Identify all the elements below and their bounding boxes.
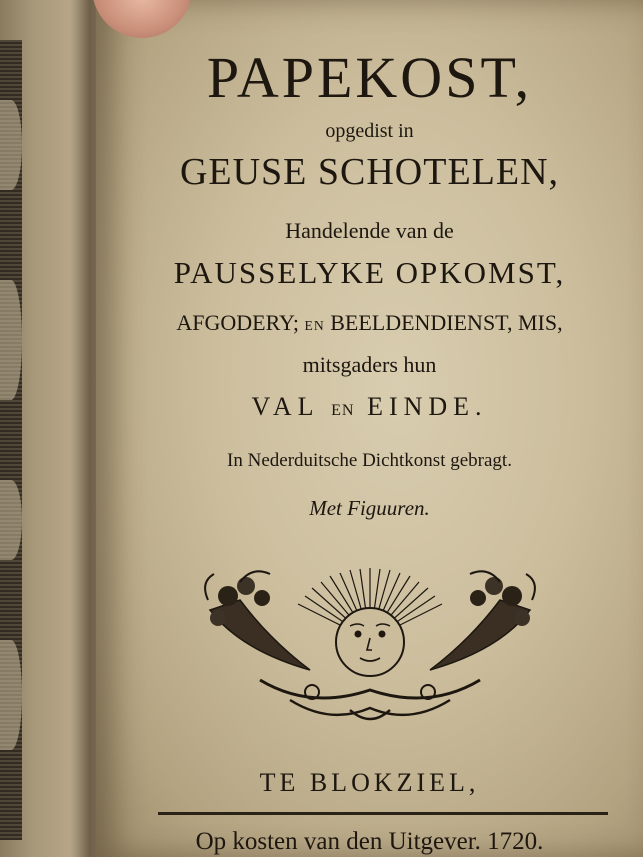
subtitle-line-5-a: AFGODERY; — [176, 310, 300, 335]
engraving-detail — [0, 640, 22, 750]
book-title: PAPEKOST, — [206, 45, 533, 110]
subtitle-line-8: In Nederduitsche Dichtkonst gebragt. — [227, 450, 512, 471]
engraving-detail — [0, 280, 22, 400]
subtitle-line-7 — [96, 392, 643, 422]
frontispiece-page — [0, 0, 110, 857]
subtitle-line-1: opgedist in — [325, 120, 414, 142]
subtitle-line-2: GEUSE SCHOTELEN, — [179, 151, 560, 193]
imprint-line: Op kosten van den Uitgever. 1720. — [195, 828, 544, 855]
subtitle-line-5-b: EN — [304, 318, 325, 333]
subtitle-line-5 — [96, 310, 643, 336]
subtitle-line-6: mitsgaders hun — [302, 352, 437, 377]
subtitle-line-4: PAUSSELYKE OPKOMST, — [173, 255, 566, 290]
imprint-rule — [158, 812, 608, 815]
subtitle-line-7-b: EN — [331, 402, 355, 419]
subtitle-line-7-c: EINDE. — [367, 392, 488, 421]
subtitle-line-9: Met Figuuren. — [309, 496, 430, 520]
subtitle-line-3: Handelende van de — [285, 218, 454, 243]
subtitle-line-5-c: BEELDENDIENST, MIS, — [330, 310, 563, 335]
sun-face-cornucopia-vignette-icon — [200, 560, 540, 730]
engraving-detail — [0, 480, 22, 560]
engraving-detail — [0, 100, 22, 190]
place-of-publication: TE BLOKZIEL, — [259, 768, 480, 797]
frontispiece-engraving-strip — [0, 40, 22, 840]
subtitle-line-7-a: VAL — [251, 392, 319, 421]
